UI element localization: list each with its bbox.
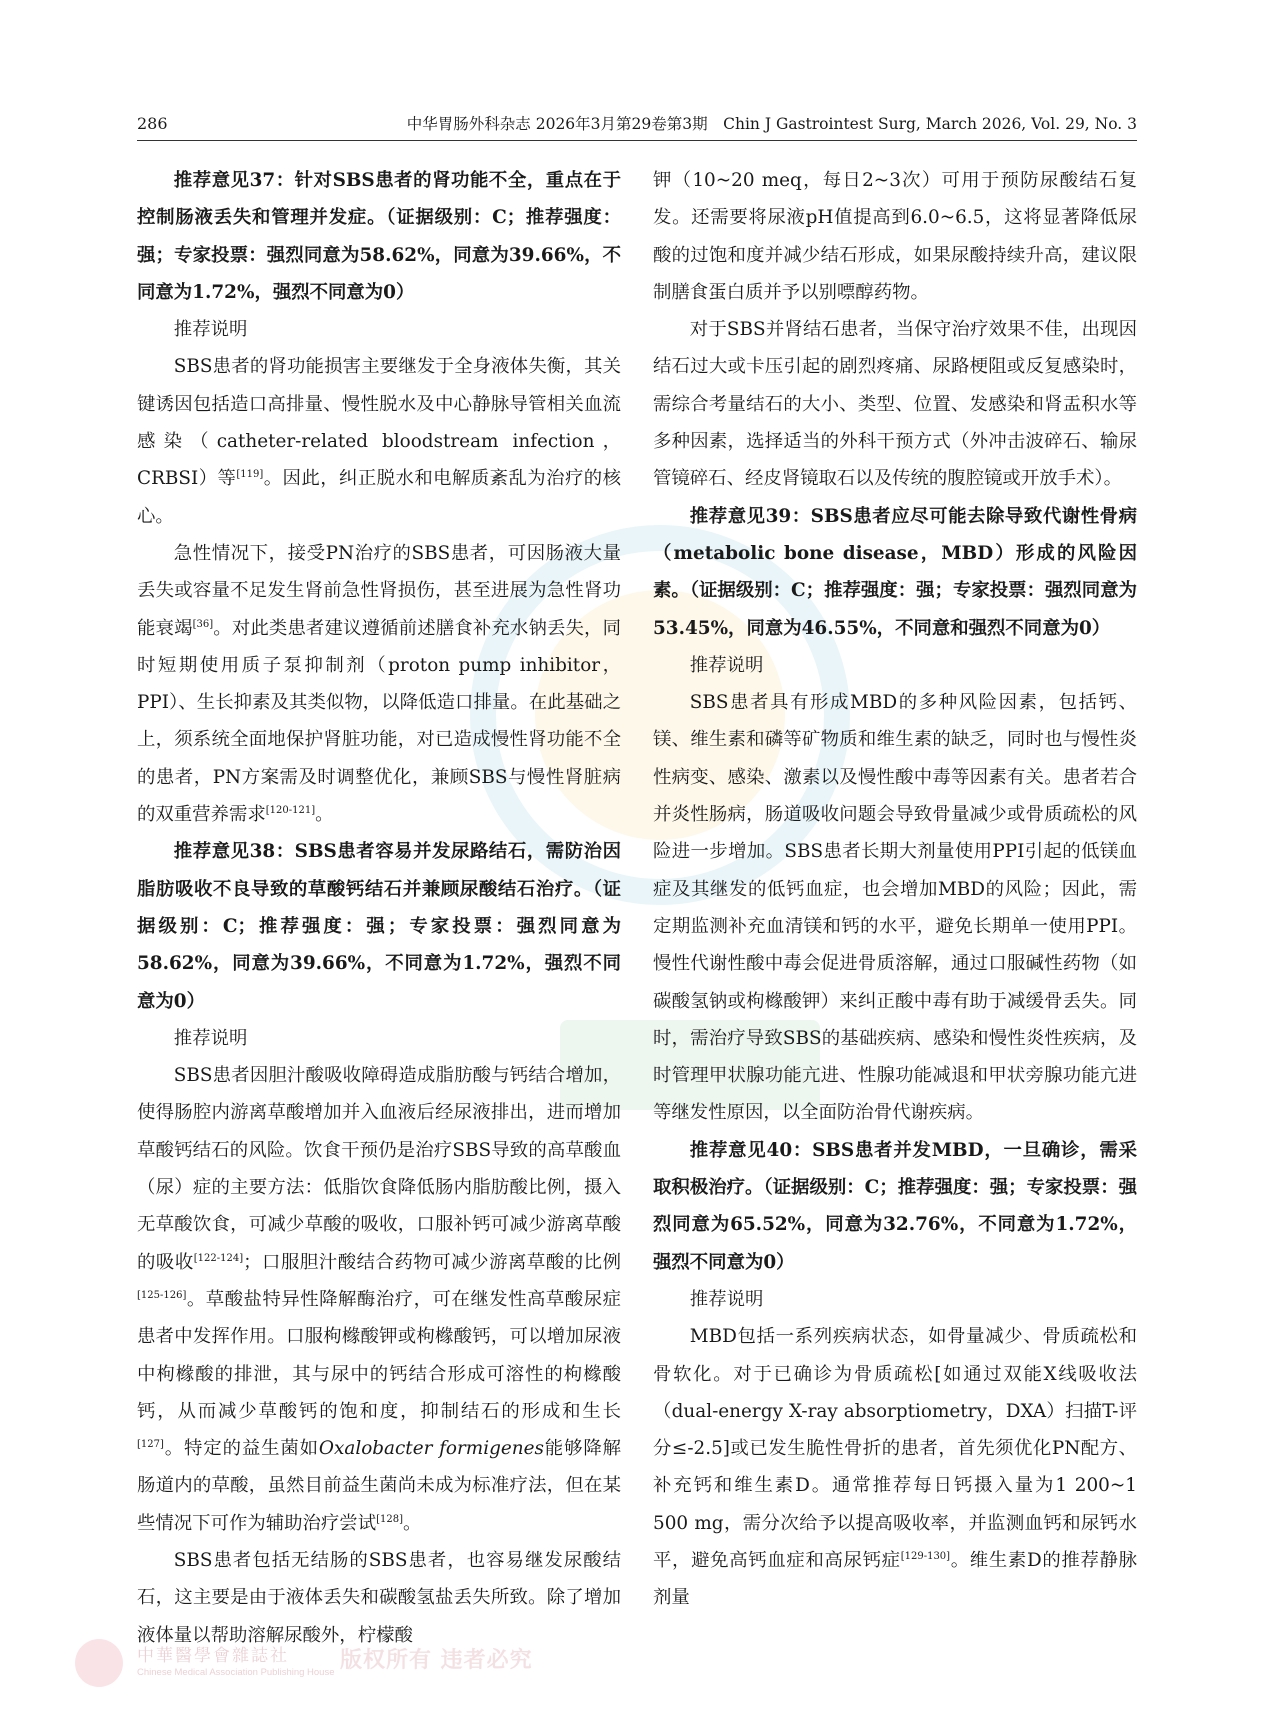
copyright-brand: 版权所有 违者必究: [340, 1648, 533, 1673]
publisher-emblem-icon: [75, 1639, 123, 1687]
running-header: [137, 112, 1137, 140]
citation[interactable]: [128]: [376, 1513, 403, 1525]
citation[interactable]: [120-121]: [265, 804, 316, 816]
paragraph-uric-acid-continued: 钾（10~20 meq，每日2~3次）可用于预防尿酸结石复发。还需要将尿液pH值提高到6.0~6.5，这将显著降低尿酸的过饱和度并减少结石形成，如果尿酸持续升高，建议限制膳食蛋白质并予以别嘌醇药物。: [653, 170, 1137, 303]
rec40-explanation-label: 推荐说明: [689, 1288, 764, 1310]
citation[interactable]: [129-130]: [900, 1550, 951, 1562]
publisher-logo: [75, 1635, 595, 1695]
recommendation-37: 推荐意见37：针对SBS患者的肾功能不全，重点在于控制肠液丢失和管理并发症。（证据级别：C；推荐强度：强；专家投票：强烈同意为58.62%，同意为39.66%，不同意为1.72%，强烈不同意为0）: [137, 170, 621, 303]
recommendation-40: 推荐意见40：SBS患者并发MBD，一旦确诊，需采取积极治疗。（证据级别：C；推荐强度：强；专家投票：强烈同意为65.52%，同意为32.76%，不同意为1.72%，强烈不同意为0）: [653, 1139, 1137, 1273]
right-column: [653, 162, 1137, 1617]
citation[interactable]: [119]: [236, 469, 264, 481]
journal-citation: 中华胃肠外科杂志 2026年3月第29卷第3期 Chin J Gastrointest Surg, March 2026, Vol. 29, No. 3: [406, 115, 1137, 133]
citation[interactable]: [36]: [192, 618, 214, 630]
publisher-name-cn: 中華醫學會雜誌社: [137, 1646, 289, 1666]
citation[interactable]: [125-126]: [137, 1289, 187, 1301]
publisher-name-en: Chinese Medical Association Publishing House: [137, 1667, 335, 1678]
rec37-explanation-label: 推荐说明: [173, 319, 248, 341]
citation[interactable]: [127]: [137, 1438, 164, 1450]
left-column: [137, 162, 621, 1654]
paragraph-mbd-treatment: MBD包括一系列疾病状态，如骨量减少、骨质疏松和骨软化。对于已确诊为骨质疏松[如通过双能X线吸收法（dual-energy X-ray absorptiometry，DXA）扫描T-评分≤-2.5]或已发生脆性骨折的患者，首先须优化PN配方、补充钙和维生素D。通常推荐每日钙摄入量为1 200~1 500 mg，需分次给予以提高吸收率，并监测血钙和尿钙水平，避免高钙血症和高尿钙症[129-130]。维生素D的推荐静脉剂量: [653, 1326, 1137, 1609]
rec39-explanation-label: 推荐说明: [689, 654, 764, 676]
paragraph-uric-acid-stones: SBS患者包括无结肠的SBS患者，也容易继发尿酸结石，这主要是由于液体丢失和碳酸氢盐丢失所致。除了增加液体量以帮助溶解尿酸外，柠檬酸: [137, 1549, 621, 1646]
species-name: Oxalobacter formigenes: [318, 1438, 544, 1460]
recommendation-38: 推荐意见38：SBS患者容易并发尿路结石，需防治因脂肪吸收不良导致的草酸钙结石并兼顾尿酸结石治疗。（证据级别：C；推荐强度：强；专家投票：强烈同意为58.62%，同意为39.66%，不同意为1.72%，强烈不同意为0）: [137, 841, 621, 1012]
page-number: 286: [137, 114, 168, 133]
rec38-explanation-label: 推荐说明: [173, 1027, 248, 1049]
paragraph-surgical-intervention: 对于SBS并肾结石患者，当保守治疗效果不佳，出现因结石过大或卡压引起的剧烈疼痛、尿路梗阻或反复感染时，需综合考量结石的大小、类型、位置、发感染和肾盂积水等多种因素，选择适当的外科干预方式（外冲击波碎石、输尿管镜碎石、经皮肾镜取石以及传统的腹腔镜或开放手术）。: [653, 319, 1137, 490]
header-rule: [137, 140, 1137, 141]
paragraph-oxalate-stones: SBS患者因胆汁酸吸收障碍造成脂肪酸与钙结合增加，使得肠腔内游离草酸增加并入血液后经尿液排出，进而增加草酸钙结石的风险。饮食干预仍是治疗SBS导致的高草酸血（尿）症的主要方法：低脂饮食降低肠内脂肪酸比例，摄入无草酸饮食，可减少草酸的吸收，口服补钙可减少游离草酸的吸收[122-124]；口服胆汁酸结合药物可减少游离草酸的比例[125-126]。草酸盐特异性降解酶治疗，可在继发性高草酸尿症患者中发挥作用。口服枸橼酸钾或枸橼酸钙，可以增加尿液中枸橼酸的排泄，其与尿中的钙结合形成可溶性的枸橼酸钙，从而减少草酸钙的饱和度，抑制结石的形成和生长[127]。特定的益生菌如Oxalobacter formigenes能够降解肠道内的草酸，虽然目前益生菌尚未成为标准疗法，但在某些情况下可作为辅助治疗尝试[128]。: [137, 1065, 621, 1534]
paragraph-renal-damage: SBS患者的肾功能损害主要继发于全身液体失衡，其关键诱因包括造口高排量、慢性脱水及中心静脉导管相关血流感染（catheter-related bloodstream infection，CRBSI）等[119]。因此，纠正脱水和电解质紊乱为治疗的核心。: [137, 356, 621, 527]
paragraph-acute-kidney-injury: 急性情况下，接受PN治疗的SBS患者，可因肠液大量丢失或容量不足发生肾前急性肾损伤，甚至进展为急性肾功能衰竭[36]。对此类患者建议遵循前述膳食补充水钠丢失，同时短期使用质子泵抑制剂（proton pump inhibitor，PPI）、生长抑素及其类似物，以降低造口排量。在此基础之上，须系统全面地保护肾脏功能，对已造成慢性肾功能不全的患者，PN方案需及时调整优化，兼顾SBS与慢性肾脏病的双重营养需求[120-121]。: [137, 542, 621, 826]
citation[interactable]: [122-124]: [193, 1252, 244, 1264]
recommendation-39: 推荐意见39：SBS患者应尽可能去除导致代谢性骨病（metabolic bone disease，MBD）形成的风险因素。（证据级别：C；推荐强度：强；专家投票：强烈同意为53.45%，同意为46.55%，不同意和强烈不同意为0）: [653, 505, 1137, 639]
paragraph-mbd-risk-factors: SBS患者具有形成MBD的多种风险因素，包括钙、镁、维生素和磷等矿物质和维生素的缺乏，同时也与慢性炎性病变、感染、激素以及慢性酸中毒等因素有关。患者若合并炎性肠病，肠道吸收问题会导致骨量减少或骨质疏松的风险进一步增加。SBS患者长期大剂量使用PPI引起的低镁血症及其继发的低钙血症，也会增加MBD的风险；因此，需定期监测补充血清镁和钙的水平，避免长期单一使用PPI。慢性代谢性酸中毒会促进骨质溶解，通过口服碱性药物（如碳酸氢钠或枸橼酸钾）来纠正酸中毒有助于减缓骨丢失。同时，需治疗导致SBS的基础疾病、感染和慢性炎性疾病，及时管理甲状腺功能亢进、性腺功能减退和甲状旁腺功能亢进等继发性原因，以全面防治骨代谢疾病。: [653, 692, 1137, 1124]
